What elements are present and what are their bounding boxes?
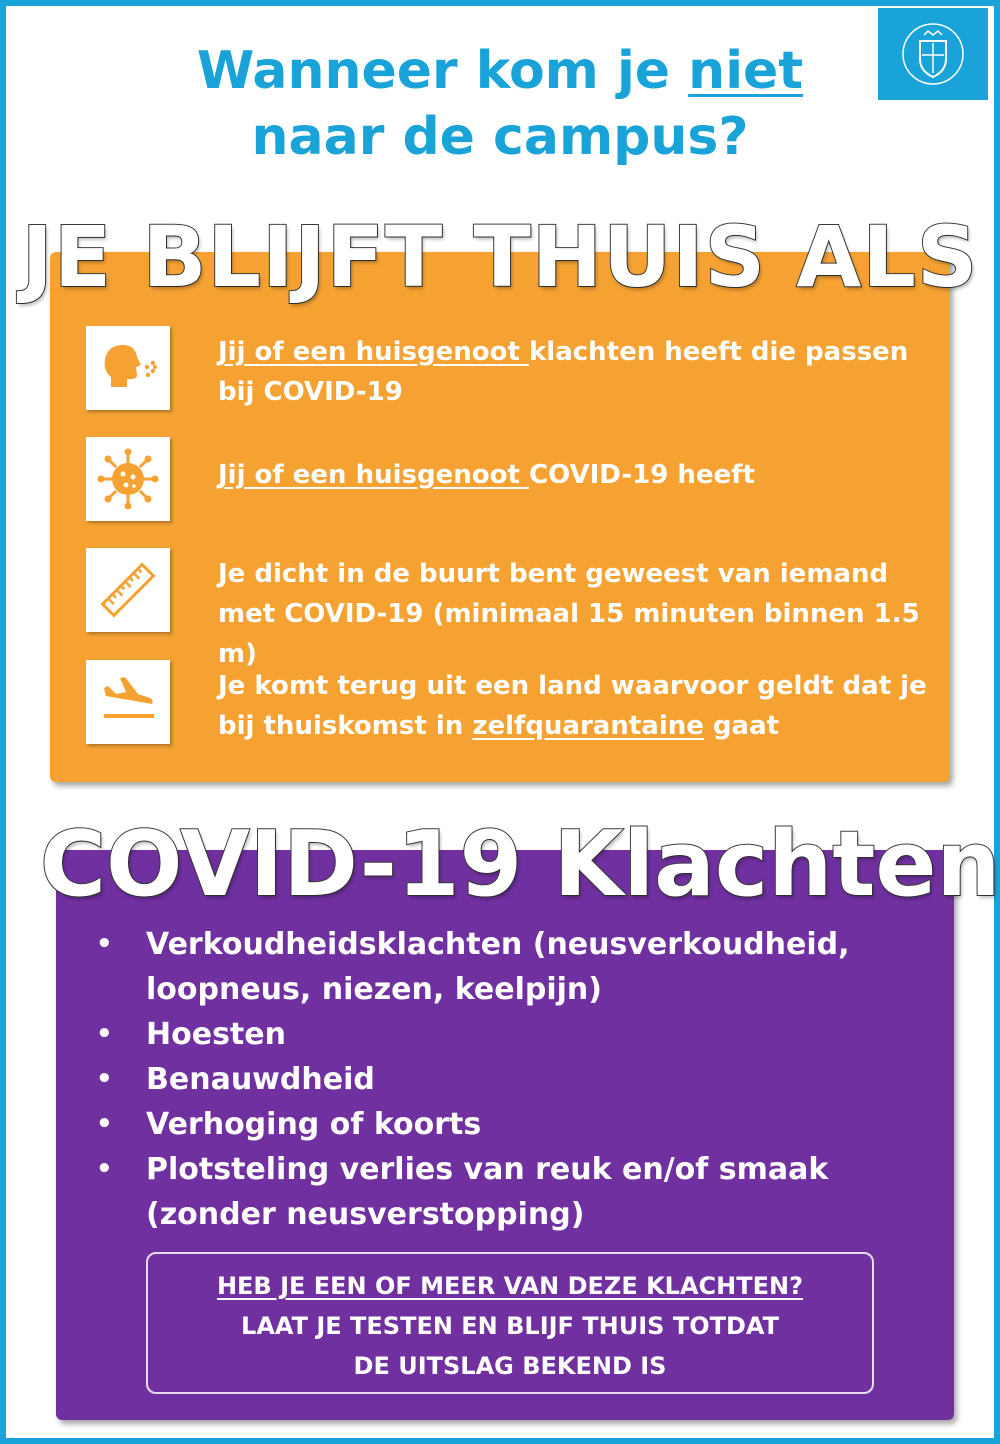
ruler-icon <box>96 558 160 622</box>
reason-item <box>86 660 946 746</box>
reason-icon-tile <box>86 660 170 744</box>
reason-text <box>218 554 928 674</box>
virus-icon <box>96 447 160 511</box>
list-item: • Verkoudheidsklachten (neusverkoudheid, loopneus, niezen, keelpijn) <box>96 922 916 1012</box>
reason-text <box>218 666 928 746</box>
reason-underlined: Jij of een huisgenoot <box>218 460 529 490</box>
title-line1: Wanneer kom je <box>196 41 689 101</box>
callout-line: LAAT JE TESTEN EN BLIJF THUIS TOTDAT <box>241 1312 779 1340</box>
reason-body-end: gaat <box>703 711 780 741</box>
reason-icon-tile <box>86 326 170 410</box>
reason-text <box>218 455 928 495</box>
reason-text <box>218 332 928 412</box>
list-item: • Verhoging of koorts <box>96 1102 916 1147</box>
callout-question: HEB JE EEN OF MEER VAN DEZE KLACHTEN? <box>216 1272 804 1300</box>
test-callout <box>146 1252 874 1394</box>
reason-item <box>86 437 946 523</box>
reason-item <box>86 548 946 669</box>
title-line2: naar de campus? <box>251 107 749 167</box>
complaints-heading: COVID-19 Klachten <box>40 812 1000 917</box>
reason-underlined: zelfquarantaine <box>472 711 704 741</box>
coughing-person-icon <box>97 337 159 399</box>
reason-item <box>86 326 946 412</box>
symptom-list <box>96 922 916 1237</box>
title-emphasis: niet <box>688 41 804 101</box>
reason-body: Je dicht in de buurt bent geweest van iemand met COVID-19 (minimaal 15 minuten binnen 1.5 m) <box>218 559 920 669</box>
list-item: • Hoesten <box>96 1012 916 1057</box>
callout-line: DE UITSLAG BEKEND IS <box>353 1352 667 1380</box>
page-title <box>0 38 1000 170</box>
reason-body: COVID-19 heeft <box>528 460 755 490</box>
airplane-landing-icon <box>96 670 160 734</box>
reason-icon-tile <box>86 437 170 521</box>
list-item: • Benauwdheid <box>96 1057 916 1102</box>
stay-home-heading: JE BLIJFT THUIS ALS <box>21 208 979 306</box>
reason-body: Je komt terug uit een land waarvoor geldt dat je bij thuiskomst in <box>218 671 927 741</box>
list-item: • Plotsteling verlies van reuk en/of smaak (zonder neusverstopping) <box>96 1147 916 1237</box>
reason-underlined: Jij of een huisgenoot <box>218 337 529 367</box>
reason-icon-tile <box>86 548 170 632</box>
reason-body: klachten heeft die passen bij COVID-19 <box>218 337 909 407</box>
